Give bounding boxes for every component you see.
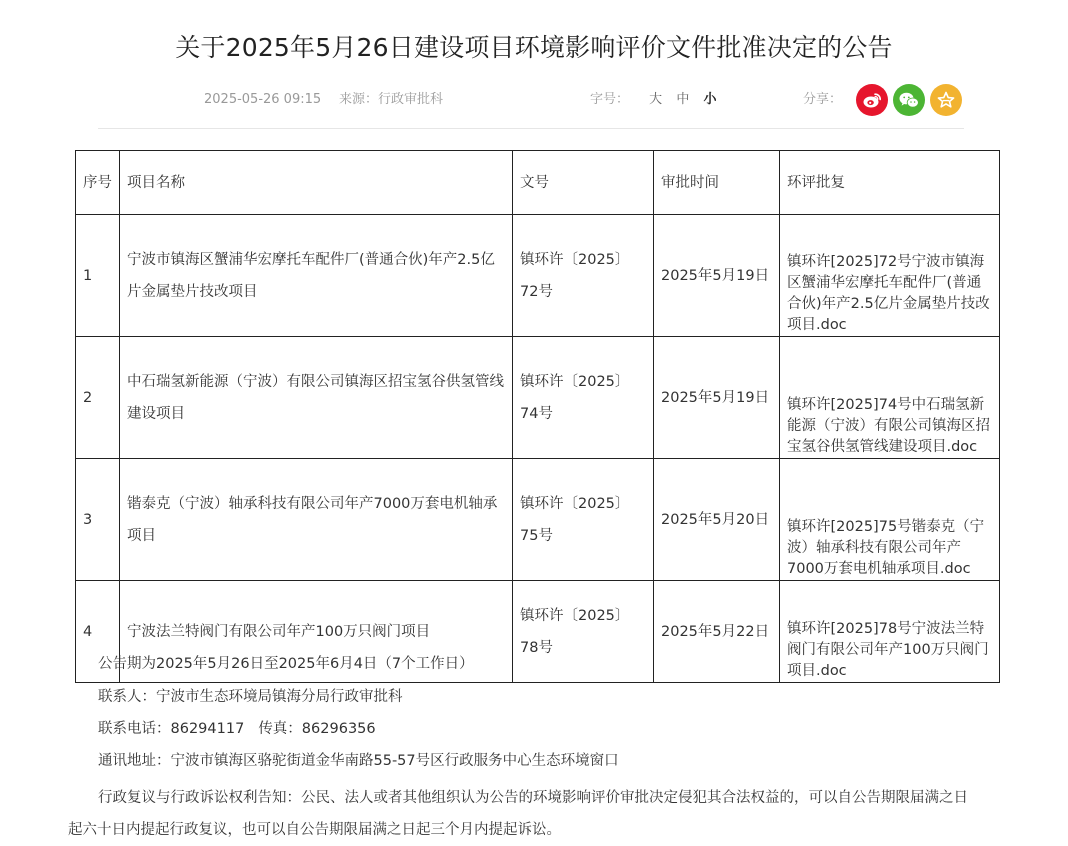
share-label: 分享：: [803, 92, 843, 107]
eia-reply-cell: [780, 215, 1000, 337]
wechat-icon: [898, 91, 920, 109]
notice-fax: 传真：86296356: [258, 721, 376, 737]
approval-date: 2025年5月19日: [654, 337, 780, 459]
row-number: 3: [76, 459, 120, 581]
header-approval-date: 审批时间: [654, 151, 780, 215]
share-bar: [803, 84, 962, 116]
approval-date: 2025年5月22日: [654, 581, 780, 683]
notice-contact: 联系人：宁波市生态环境局镇海分局行政审批科: [98, 689, 403, 705]
font-size-label: 字号：: [590, 92, 630, 107]
eia-reply-link[interactable]: 镇环许[2025]78号宁波法兰特阀门有限公司年产100万只阀门项目.doc: [787, 621, 989, 679]
share-weibo-button[interactable]: [856, 84, 888, 116]
table-row: [76, 459, 1000, 581]
project-name: 中石瑞氢新能源（宁波）有限公司镇海区招宝氢谷供氢管线建设项目: [120, 337, 513, 459]
share-wechat-button[interactable]: [893, 84, 925, 116]
favorite-button[interactable]: [930, 84, 962, 116]
publish-date: 2025-05-26 09:15: [204, 92, 322, 107]
approval-date: 2025年5月19日: [654, 215, 780, 337]
notice-phone-fax: [98, 719, 376, 739]
favorite-star-icon: [936, 90, 956, 110]
header-eia-reply: 环评批复: [780, 151, 1000, 215]
table-header-row: [76, 151, 1000, 215]
approval-date: 2025年5月20日: [654, 459, 780, 581]
notice-period: 公告期为2025年5月26日至2025年6月4日（7个工作日）: [98, 656, 474, 672]
header-number: 序号: [76, 151, 120, 215]
row-number: 4: [76, 581, 120, 683]
eia-reply-link[interactable]: 镇环许[2025]75号锴泰克（宁波）轴承科技有限公司年产7000万套电机轴承项目.doc: [787, 519, 985, 577]
eia-reply-cell: [780, 459, 1000, 581]
notice-rights: 行政复议与行政诉讼权利告知：公民、法人或者其他组织认为公告的环境影响评价审批决定侵犯其合法权益的，可以自公告期限届满之日起六十日内提起行政复议，也可以自公告期限届满之日起三个月内提起诉讼。: [68, 790, 968, 838]
eia-reply-cell: [780, 581, 1000, 683]
project-name: 锴泰克（宁波）轴承科技有限公司年产7000万套电机轴承项目: [120, 459, 513, 581]
document-number: 镇环许〔2025〕74号: [513, 337, 654, 459]
table-row: [76, 215, 1000, 337]
font-size-switcher: [590, 90, 716, 110]
header-document-number: 文号: [513, 151, 654, 215]
document-number: 镇环许〔2025〕72号: [513, 215, 654, 337]
document-number: 镇环许〔2025〕75号: [513, 459, 654, 581]
document-number: 镇环许〔2025〕78号: [513, 581, 654, 683]
approval-table: [75, 150, 1000, 683]
notice-phone: 联系电话：86294117: [98, 721, 245, 737]
project-name: 宁波市镇海区蟹浦华宏摩托车配件厂(普通合伙)年产2.5亿片金属垫片技改项目: [120, 215, 513, 337]
row-number: 2: [76, 337, 120, 459]
font-size-large[interactable]: 大: [649, 92, 663, 107]
project-name: 宁波法兰特阀门有限公司年产100万只阀门项目: [120, 581, 513, 683]
eia-reply-link[interactable]: 镇环许[2025]74号中石瑞氢新能源（宁波）有限公司镇海区招宝氢谷供氢管线建设项目.doc: [787, 397, 990, 455]
page-title: 关于2025年5月26日建设项目环境影响评价文件批准决定的公告: [175, 33, 893, 62]
weibo-icon: [862, 91, 882, 109]
header-divider: [98, 128, 964, 129]
eia-reply-cell: [780, 337, 1000, 459]
table-row: [76, 337, 1000, 459]
font-size-medium[interactable]: 中: [676, 92, 690, 107]
row-number: 1: [76, 215, 120, 337]
notice-address: 通讯地址：宁波市镇海区骆驼街道金华南路55-57号区行政服务中心生态环境窗口: [98, 753, 619, 769]
header-project-name: 项目名称: [120, 151, 513, 215]
eia-reply-link[interactable]: 镇环许[2025]72号宁波市镇海区蟹浦华宏摩托车配件厂(普通合伙)年产2.5亿片金属垫片技改项目.doc: [787, 254, 990, 333]
source: 来源：行政审批科: [339, 92, 444, 107]
font-size-small[interactable]: 小: [703, 92, 717, 107]
